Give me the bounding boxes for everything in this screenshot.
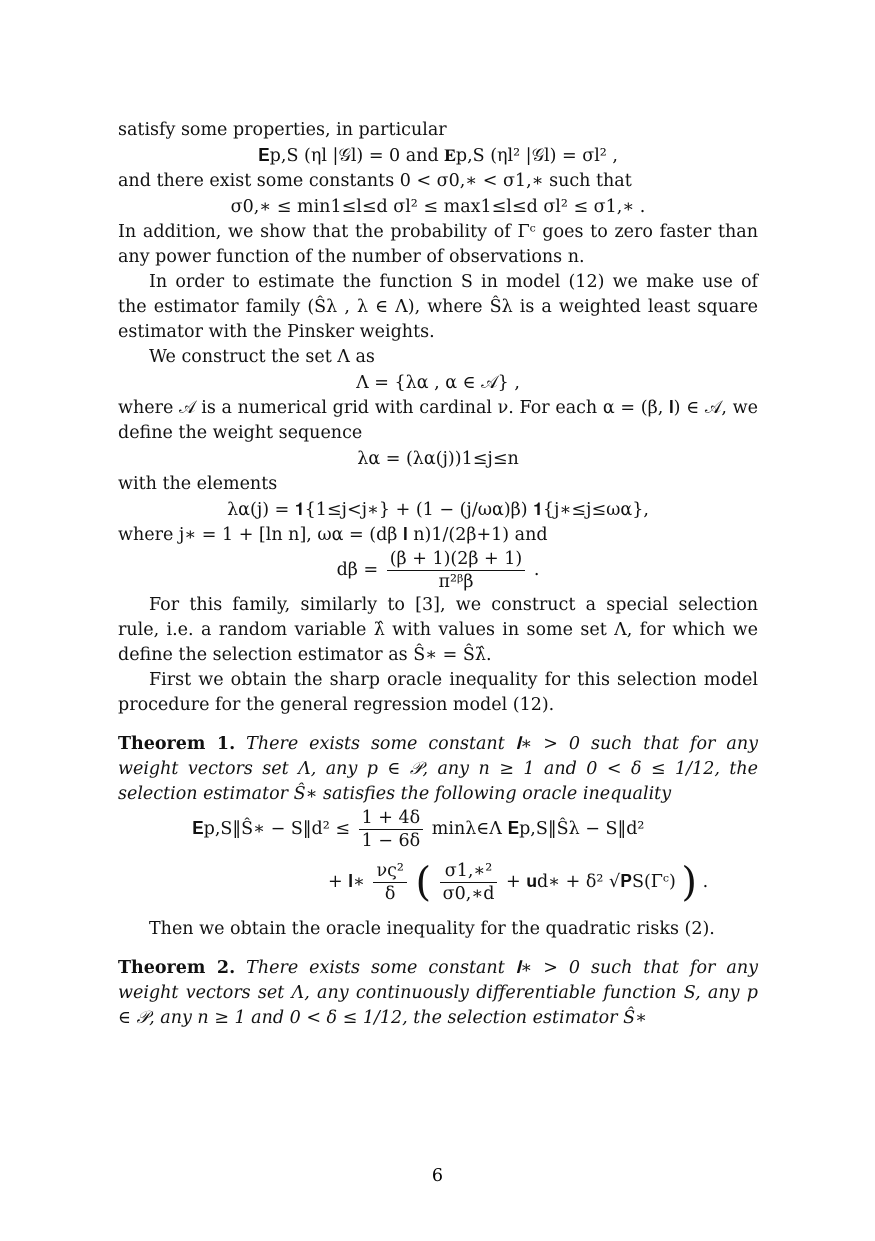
eq-rhs: minλ∈Λ 𝐄p,S‖Ŝλ − S‖d² xyxy=(431,819,645,839)
text-line: and there exist some constants 0 < σ0,∗ < σ1,∗ such that xyxy=(118,171,632,191)
text-line: We construct the set Λ as xyxy=(149,347,375,367)
equation-oracle-inequality-line1 xyxy=(118,807,758,852)
fraction xyxy=(440,860,498,905)
eq-lhs: dβ = xyxy=(336,560,379,580)
theorem-1 xyxy=(118,732,758,807)
equation-weight-sequence: λα = (λα(j))1≤j≤n xyxy=(357,449,519,469)
text-line: satisfy some properties, in particular xyxy=(118,120,447,140)
paper-page xyxy=(118,118,758,1031)
text-paragraph: For this family, similarly to [3], we construct a special selection rule, i.e. a random variable λ̂ with values in some set Λ, for which we define the selection estimator as Ŝ∗ = Ŝλ̂. xyxy=(118,595,758,665)
fraction xyxy=(387,548,526,593)
eq-tail: . xyxy=(533,560,540,580)
theorem-body: There exists some constant 𝐥∗ > 0 such that for any weight vectors set Λ, any continuously differentiable function S, any p ∈ 𝒫, any n ≥ 1 and 0 < δ ≤ 1/12, the selection estimator Ŝ∗ xyxy=(118,958,758,1028)
equation-conditional-moments: 𝐄p,S (ηl |𝒢l) = 0 and 𝐄p,S (ηl² |𝒢l) = σl² , xyxy=(258,146,618,166)
fraction-numerator: σ1,∗² xyxy=(440,860,498,883)
eq-term: + 𝐥∗ xyxy=(328,872,365,892)
eq-lhs: 𝐄p,S‖Ŝ∗ − S‖d² ≤ xyxy=(192,819,350,839)
equation-lambda-set: Λ = {λα , α ∈ 𝒜} , xyxy=(356,373,520,393)
equation-d-beta xyxy=(118,548,758,593)
theorem-body: There exists some constant 𝐥∗ > 0 such that for any weight vectors set Λ, any p ∈ 𝒫, any n ≥ 1 and 0 < δ ≤ 1/12, the selection estimator Ŝ∗ satisfies the following oracle inequality xyxy=(118,734,758,804)
theorem-heading: Theorem 1. xyxy=(118,734,236,754)
fraction xyxy=(373,860,406,905)
page-number: 6 xyxy=(431,1166,444,1186)
theorem-heading: Theorem 2. xyxy=(118,958,236,978)
equation-weight-elements: λα(j) = 𝟏{1≤j<j∗} + (1 − (j/ωα)β) 𝟏{j∗≤j≤ωα}, xyxy=(227,500,649,520)
text-line: Then we obtain the oracle inequality for the quadratic risks (2). xyxy=(149,919,715,939)
text-line: where j∗ = 1 + [ln n], ωα = (dβ 𝐥 n)1/(2β+1) and xyxy=(118,525,548,545)
fraction-numerator: νς² xyxy=(373,860,406,883)
equation-variance-bounds: σ0,∗ ≤ min1≤l≤d σl² ≤ max1≤l≤d σl² ≤ σ1,∗ . xyxy=(230,197,646,217)
eq-term: + 𝐮d∗ + δ² √𝐏S(Γᶜ) xyxy=(506,872,676,892)
fraction-numerator: 1 + 4δ xyxy=(359,807,424,830)
fraction xyxy=(359,807,424,852)
eq-tail: . xyxy=(702,872,709,892)
text-paragraph: First we obtain the sharp oracle inequality for this selection model procedure for the general regression model (12). xyxy=(118,670,758,715)
fraction-denominator: π²ᵝβ xyxy=(438,572,474,592)
fraction-numerator: (β + 1)(2β + 1) xyxy=(387,548,526,571)
text-line: with the elements xyxy=(118,474,278,494)
text-paragraph: where 𝒜 is a numerical grid with cardinal ν. For each α = (β, 𝐥) ∈ 𝒜, we define the weight sequence xyxy=(118,398,758,443)
theorem-2 xyxy=(118,956,758,1031)
fraction-denominator: σ0,∗d xyxy=(442,884,495,904)
equation-oracle-inequality-line2 xyxy=(118,860,758,905)
fraction-denominator: δ xyxy=(384,884,396,904)
text-paragraph: In order to estimate the function S in model (12) we make use of the estimator family (Ŝλ , λ ∈ Λ), where Ŝλ is a weighted least square estimator with the Pinsker weights. xyxy=(118,272,758,342)
left-paren: ( xyxy=(415,859,432,906)
right-paren: ) xyxy=(681,859,697,906)
fraction-denominator: 1 − 6δ xyxy=(361,831,421,851)
text-paragraph: In addition, we show that the probability of Γᶜ goes to zero faster than any power function of the number of observations n. xyxy=(118,222,758,267)
